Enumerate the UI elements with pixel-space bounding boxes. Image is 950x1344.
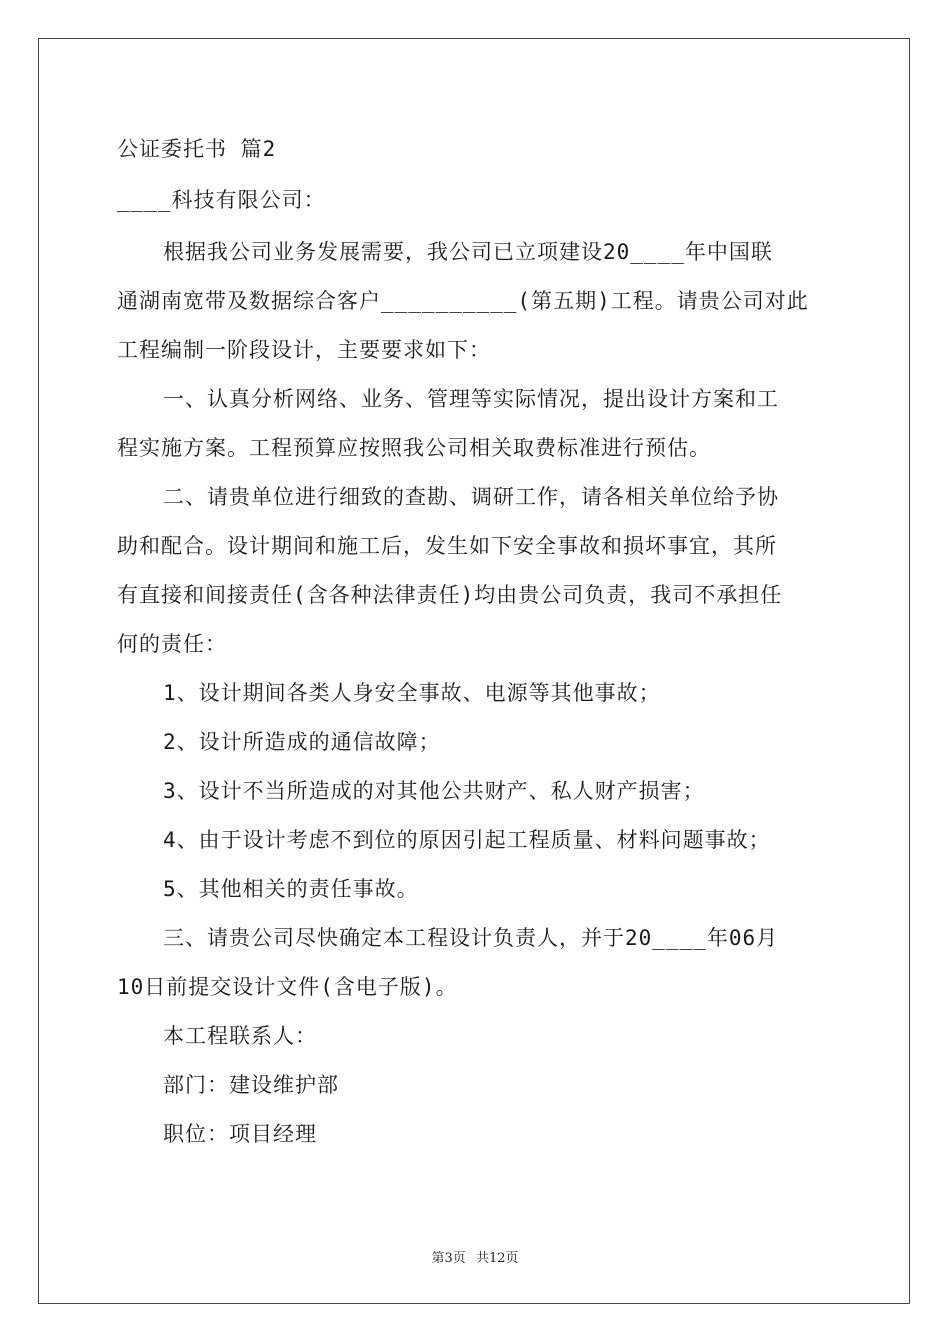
item-two-line: 助和配合。设计期间和施工后，发生如下安全事故和损坏事宜，其所	[117, 534, 777, 558]
item-one-line: 程实施方案。工程预算应按照我公司相关取费标准进行预估。	[117, 436, 711, 460]
contact-heading: 本工程联系人：	[163, 1024, 317, 1048]
sub-item: 3、设计不当所造成的对其他公共财产、私人财产损害；	[163, 779, 705, 803]
contact-block	[117, 1012, 833, 1159]
item-three-paragraph	[117, 914, 833, 1012]
item-three-line: 三、请贵公司尽快确定本工程设计负责人，并于20____年06月	[163, 926, 779, 950]
sub-items-list	[117, 669, 833, 914]
sub-item: 1、设计期间各类人身安全事故、电源等其他事故；	[163, 681, 661, 705]
intro-line: 工程编制一阶段设计，主要要求如下：	[117, 338, 491, 362]
item-one-paragraph	[117, 375, 833, 473]
item-three-line: 10日前提交设计文件(含电子版)。	[117, 975, 458, 999]
sub-item: 2、设计所造成的通信故障；	[163, 730, 441, 754]
intro-line: 通湖南宽带及数据综合客户__________(第五期)工程。请贵公司对此	[117, 289, 809, 313]
document-body	[117, 128, 833, 1159]
item-two-line: 二、请贵单位进行细致的查勘、调研工作，请各相关单位给予协	[163, 485, 779, 509]
item-two-paragraph	[117, 473, 833, 669]
contact-department: 部门：建设维护部	[163, 1073, 339, 1097]
item-one-line: 一、认真分析网络、业务、管理等实际情况，提出设计方案和工	[163, 387, 779, 411]
sub-item: 4、由于设计考虑不到位的原因引起工程质量、材料问题事故；	[163, 828, 771, 852]
item-two-line: 何的责任：	[117, 632, 227, 656]
salutation: ____科技有限公司：	[117, 188, 326, 212]
intro-line: 根据我公司业务发展需要，我公司已立项建设20____年中国联	[163, 240, 773, 264]
document-title: 公证委托书 篇2	[117, 137, 277, 161]
contact-position: 职位：项目经理	[163, 1122, 317, 1146]
page-footer	[0, 1247, 950, 1266]
page-number: 第3页	[431, 1251, 466, 1266]
sub-item: 5、其他相关的责任事故。	[163, 877, 419, 901]
intro-paragraph	[117, 228, 833, 375]
item-two-line: 有直接和间接责任(含各种法律责任)均由贵公司负责，我司不承担任	[117, 583, 783, 607]
page-total: 共12页	[475, 1251, 519, 1266]
